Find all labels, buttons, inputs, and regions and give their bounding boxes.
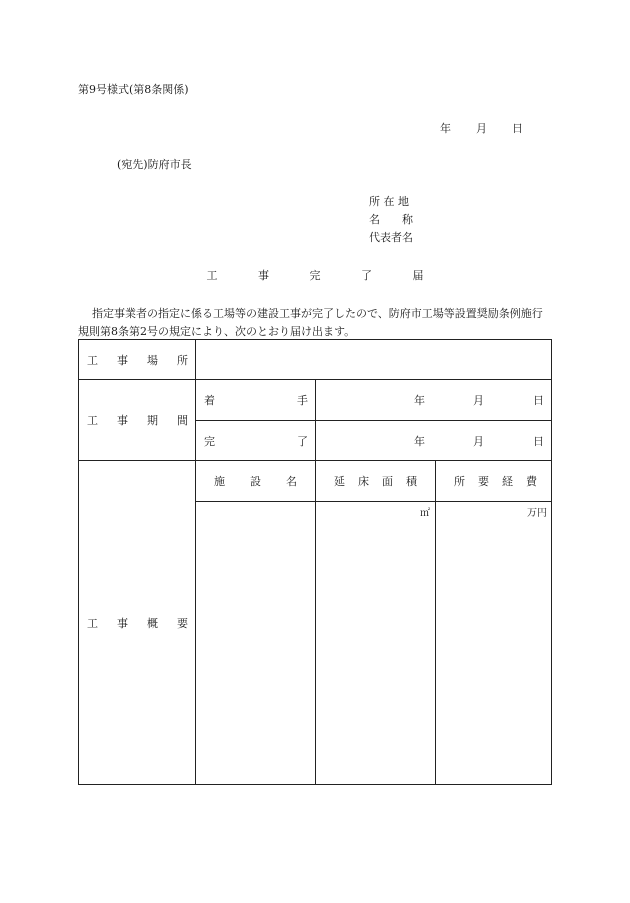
label-char: 要 bbox=[478, 475, 489, 488]
name-label: 名 称 bbox=[369, 213, 413, 226]
form-number: 第9号様式(第8条関係) bbox=[78, 83, 189, 96]
representative-label: 代表者名 bbox=[369, 231, 413, 244]
label-char: 施 bbox=[214, 475, 225, 488]
label-char: 工 bbox=[87, 616, 98, 630]
start-date-field[interactable] bbox=[316, 380, 552, 421]
label-char: 工 bbox=[87, 414, 98, 427]
year-label: 年 bbox=[414, 394, 426, 407]
label-char: 名 bbox=[286, 475, 297, 488]
label-char: 設 bbox=[250, 475, 261, 488]
date-month-label: 月 bbox=[476, 122, 487, 135]
date-day-label: 日 bbox=[512, 122, 523, 135]
applicant-block bbox=[369, 193, 413, 247]
ten-thousand-yen-unit: 万円 bbox=[527, 508, 548, 519]
start-label-cell bbox=[196, 380, 316, 421]
floor-area-field[interactable] bbox=[316, 502, 436, 785]
label-char: 間 bbox=[177, 414, 188, 427]
label-char: 概 bbox=[147, 616, 158, 630]
facility-name-field[interactable] bbox=[196, 502, 316, 785]
label-char: 面 bbox=[382, 475, 393, 488]
label-char: 所 bbox=[454, 475, 465, 488]
end-date-field[interactable] bbox=[316, 421, 552, 461]
title-char: 工 bbox=[206, 269, 218, 282]
row-summary-header bbox=[79, 461, 552, 502]
label-char: 事 bbox=[117, 353, 128, 367]
label-char: 床 bbox=[358, 475, 369, 488]
label-char: 事 bbox=[117, 616, 128, 630]
label-char: 了 bbox=[297, 434, 308, 448]
document-title bbox=[0, 267, 630, 283]
site-label-cell bbox=[79, 340, 196, 380]
period-label-cell bbox=[79, 380, 196, 461]
completion-form-table bbox=[78, 339, 552, 785]
facility-name-header bbox=[196, 461, 316, 502]
label-char: 費 bbox=[526, 475, 537, 488]
site-field[interactable] bbox=[196, 340, 552, 380]
title-char: 届 bbox=[412, 269, 424, 282]
label-char: 完 bbox=[204, 434, 215, 448]
title-char: 事 bbox=[258, 269, 269, 282]
cost-header bbox=[436, 461, 552, 502]
label-char: 手 bbox=[297, 394, 308, 407]
row-site bbox=[79, 340, 552, 380]
label-char: 経 bbox=[502, 475, 513, 488]
year-label: 年 bbox=[414, 434, 426, 448]
label-char: 要 bbox=[177, 616, 188, 630]
label-char: 延 bbox=[334, 475, 345, 488]
row-start bbox=[79, 380, 552, 421]
addressee: (宛先)防府市長 bbox=[117, 158, 192, 171]
label-char: 所 bbox=[177, 353, 188, 367]
label-char: 積 bbox=[406, 475, 417, 488]
label-char: 事 bbox=[117, 414, 128, 427]
end-label-cell bbox=[196, 421, 316, 461]
day-label: 日 bbox=[533, 434, 545, 448]
month-label: 月 bbox=[473, 394, 485, 407]
month-label: 月 bbox=[473, 434, 485, 448]
address-label: 所 在 地 bbox=[369, 195, 409, 208]
label-char: 着 bbox=[204, 394, 215, 407]
summary-label-cell bbox=[79, 461, 196, 785]
title-char: 完 bbox=[309, 269, 321, 282]
date-year-label: 年 bbox=[440, 122, 451, 135]
square-meter-unit: ㎡ bbox=[420, 508, 430, 519]
title-char: 了 bbox=[361, 269, 372, 282]
body-text: 指定事業者の指定に係る工場等の建設工事が完了したので、防府市工場等設置奨励条例施行規則第8条第2号の規定により、次のとおり届け出ます。 bbox=[78, 307, 543, 338]
floor-area-header bbox=[316, 461, 436, 502]
submission-date bbox=[440, 120, 523, 136]
label-char: 場 bbox=[147, 353, 158, 367]
label-char: 期 bbox=[147, 414, 158, 427]
cost-field[interactable] bbox=[436, 502, 552, 785]
day-label: 日 bbox=[533, 394, 545, 407]
label-char: 工 bbox=[87, 353, 98, 367]
